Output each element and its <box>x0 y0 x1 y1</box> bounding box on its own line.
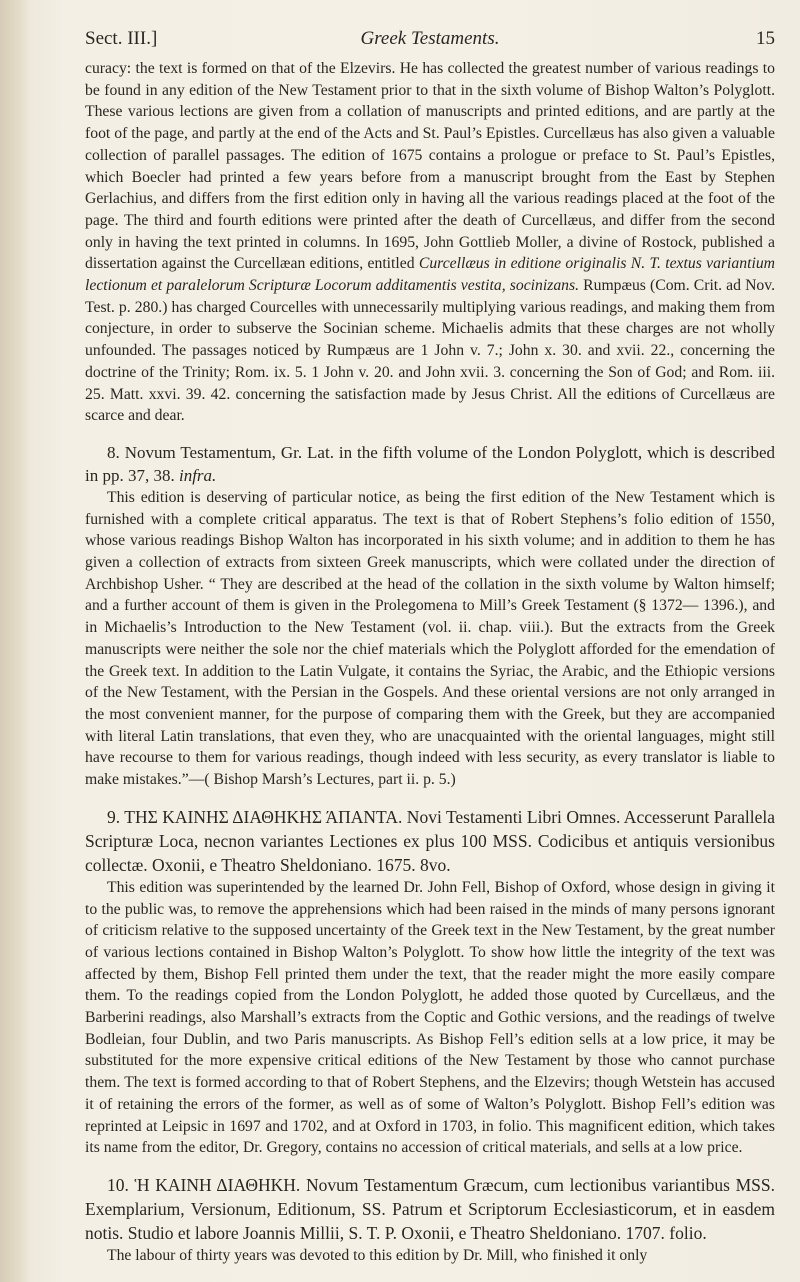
entry-heading-8 <box>85 441 775 487</box>
paragraph-london-polyglott: This edition is deserving of particular notice, as being the first edition of the New Testament which is furnished with a complete critical apparatus. The text is that of Robert Stephens’s folio edition of 1550, whose various readings Bishop Walton has incorporated in his sixth volume; and in addition to them he has given a collection of extracts from sixteen Greek manuscripts, which were collated under the direction of Archbishop Usher. “ They are described at the head of the collation in the sixth volume by Walton himself; and a further account of them is given in the Prolegomena to Mill’s Greek Testament (§ 1372— 1396.), and in Michaelis’s Introduction to the New Testament (vol. ii. chap. viii.). But the extracts from the Greek manuscripts were neither the sole nor the chief materials which the Polyglott afforded for the emendation of the Greek text. In addition to the Latin Vulgate, it contains the Syriac, the Arabic, and the Ethiopic versions of the New Testament, with the Persian in the Gospels. And these oriental versions are not only arranged in the most convenient manner, for the purpose of comparing them with the Greek, but they are accompanied with literal Latin translations, that even they, who are unacquainted with the oriental languages, might still have recourse to them for various readings, though indeed with less security, as every translator is liable to make mistakes.”—( Bishop Marsh’s Lectures, part ii. p. 5.) <box>85 488 775 789</box>
section-label: Sect. III.] <box>85 28 158 49</box>
page-number: 15 <box>756 28 775 49</box>
paragraph-mill-edition: The labour of thirty years was devoted to this edition by Dr. Mill, who finished it only <box>107 1246 648 1264</box>
page-content <box>85 28 775 1267</box>
page-binding-shadow <box>0 0 30 1282</box>
entry-heading-text: 8. Novum Testamentum, Gr. Lat. in the fifth volume of the London Polyglott, which is described in pp. 37, 38. <box>85 442 775 485</box>
paragraph-text: Rumpæus (Com. Crit. ad Nov. Test. p. 280.) has charged Courcelles with unnecessarily multiplying various readings, and making them from conjecture, in order to subserve the Socinian scheme. Michaelis admits that these charges are not wholly unfounded. The passages noticed by Rumpæus are 1 John v. 7.; John x. 30. and xvii. 22., concerning the doctrine of the Trinity; Rom. ix. 5. 1 John v. 20. and John xvii. 3. concerning the Son of God; and Rom. iii. 25. Matt. xxvi. 39. 42. concerning the satisfaction made by Jesus Christ. All the editions of Curcellæus are scarce and dear. <box>85 277 775 425</box>
body-text <box>85 58 775 1267</box>
entry-heading-italic: infra. <box>178 465 217 485</box>
paragraph-curcellaeus <box>85 58 775 427</box>
paragraph-text: curacy: the text is formed on that of the Elzevirs. He has collected the greatest number of various readings to be found in any edition of the New Testament prior to that in the sixth volume of Bishop Walton’s Polyglott. These various lections are given from a collation of manuscripts and printed editions, and are partly at the foot of the page, and partly at the end of the Acts and St. Paul’s Epistles. Curcellæus has also given a valuable collection of parallel passages. The edition of 1675 contains a prologue or preface to St. Paul’s Epistles, which Boecler had printed a few years before from a manuscript brought from the East by Stephen Gerlachius, and differs from the first edition only in having all the various readings placed at the foot of the page. The third and fourth editions were printed after the death of Curcellæus, and differ from the second only in having the text printed in columns. In 1695, John Gottlieb Moller, a divine of Rostock, published a dissertation against the Curcellæan editions, entitled <box>85 60 775 273</box>
running-head <box>85 28 775 58</box>
entry-heading-10: 10. Ἡ ΚΑΙΝΗ ΔΙΑΘΗΚΗ. Novum Testamentum Græcum, cum lectionibus variantibus MSS. Exemplarium, Versionum, Editionum, SS. Patrum et Scriptorum Ecclesiasticorum, et in easdem notis. Studio et labore Joannis Millii, S. T. P. Oxonii, e Theatro Sheldoniano. 1707. folio. <box>85 1174 775 1243</box>
entry-heading-9: 9. ΤΗΣ ΚΑΙΝΗΣ ΔΙΑΘΗΚΗΣ ΆΠΑΝΤΑ. Novi Testamenti Libri Omnes. Accesserunt Parallela Scripturæ Loca, necnon variantes Lectiones ex plus 100 MSS. Codicibus et antiquis versionibus collectæ. Oxonii, e Theatro Sheldoniano. 1675. 8vo. <box>85 806 775 875</box>
running-title: Greek Testaments. <box>360 28 500 49</box>
work-title: Curcellæus in editione originalis N. T. textus variantium lectionum et paralelorum Scripturæ Locorum additamentis vestita, socinizans. <box>85 255 775 295</box>
paragraph-fell-edition: This edition was superintended by the learned Dr. John Fell, Bishop of Oxford, whose design in giving it to the public was, to remove the apprehensions which had been raised in the minds of many persons ignorant of criticism relative to the supposed uncertainty of the Greek text in the New Testament, by the great number of various lections contained in Bishop Walton’s Polyglott. To show how little the integrity of the text was affected by them, Bishop Fell printed them under the text, that the reader might the more easily compare them. To the readings copied from the London Polyglott, he added those quoted by Curcellæus, and the Barberini readings, also Marshall’s extracts from the Coptic and Gothic versions, and the readings of twelve Bodleian, four Dublin, and two Paris manuscripts. As Bishop Fell’s edition sells at a low price, it may be substituted for the more expensive critical editions of the New Testament by those who cannot purchase them. The text is formed according to that of Robert Stephens, and the Elzevirs; though Wetstein has accused it of retaining the errors of the former, as well as of some of Walton’s Polyglott. Bishop Fell’s edition was reprinted at Leipsic in 1697 and 1702, and at Oxford in 1703, in folio. This magnificent edition, which takes its name from the editor, Dr. Gregory, contains no accession of critical materials, and sells at a low price. <box>85 878 775 1157</box>
